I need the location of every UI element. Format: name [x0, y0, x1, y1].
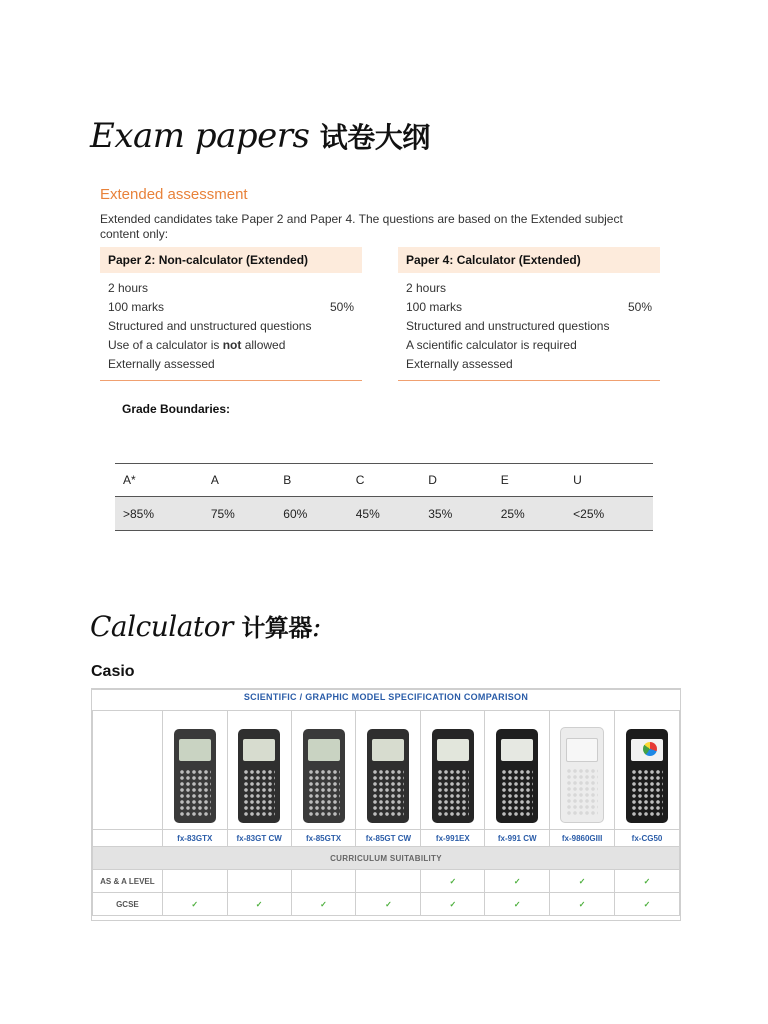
suitability-tick: ✓ [615, 893, 680, 916]
heading-cjk: 试卷大纲 [319, 121, 430, 154]
grade-value: 45% [348, 497, 420, 531]
suitability-tick: ✓ [485, 893, 550, 916]
casio-brand-label: Casio [91, 663, 135, 680]
model-name: fx-991 CW [485, 830, 550, 847]
suitability-tick: ✓ [421, 870, 485, 893]
grade-label: U [565, 464, 653, 497]
calculator-image [496, 729, 538, 823]
model-name: fx-85GTX [291, 830, 356, 847]
suitability-tick: ✓ [162, 893, 227, 916]
section-title: CURRICULUM SUITABILITY [93, 847, 680, 870]
heading-cjk: 计算器 [241, 614, 312, 642]
paper-questions: Structured and unstructured questions [108, 319, 312, 333]
suitability-tick: ✓ [421, 893, 485, 916]
grade-value-row [115, 497, 653, 531]
calculator-heading [90, 608, 321, 643]
grade-label: A* [115, 464, 203, 497]
comparison-title: SCIENTIFIC / GRAPHIC MODEL SPECIFICATION COMPARISON [243, 692, 529, 702]
heading-suffix: : [311, 610, 321, 643]
paper-4-box [398, 247, 660, 381]
paper-assessment: Externally assessed [406, 357, 513, 371]
suitability-tick [227, 870, 291, 893]
suitability-tick: ✓ [291, 893, 356, 916]
paper-questions: Structured and unstructured questions [406, 319, 610, 333]
suitability-tick: ✓ [550, 893, 615, 916]
paper-title: Paper 4: Calculator (Extended) [398, 247, 660, 273]
suitability-tick [291, 870, 356, 893]
suitability-tick: ✓ [615, 870, 680, 893]
grade-label: C [348, 464, 420, 497]
grade-value: <25% [565, 497, 653, 531]
suitability-tick: ✓ [227, 893, 291, 916]
grade-value: 60% [275, 497, 347, 531]
model-name: fx-85GT CW [356, 830, 421, 847]
heading-latin: Calculator [90, 610, 233, 643]
paper-assessment: Externally assessed [108, 357, 215, 371]
calculator-image [238, 729, 280, 823]
model-name: fx-991EX [421, 830, 485, 847]
grade-label: A [203, 464, 275, 497]
suitability-tick: ✓ [485, 870, 550, 893]
level-label: GCSE [93, 893, 163, 916]
model-name: fx-9860GIII [550, 830, 615, 847]
paper-duration: 2 hours [108, 281, 149, 295]
grade-value: >85% [115, 497, 203, 531]
level-label: AS & A LEVEL [93, 870, 163, 893]
extended-assessment-description: Extended candidates take Paper 2 and Paper 4. The questions are based on the Extended subject content only: [100, 212, 623, 241]
suitability-tick [162, 870, 227, 893]
section-row [93, 847, 680, 870]
grade-label-row [115, 464, 653, 497]
calculator-image [626, 729, 668, 823]
grade-label: D [420, 464, 492, 497]
paper-calculator-rule: A scientific calculator is required [406, 338, 577, 352]
heading-latin: Exam papers [90, 116, 310, 156]
grade-label: E [493, 464, 565, 497]
exam-papers-heading [90, 116, 430, 156]
calculator-image [432, 729, 474, 823]
model-name: fx-CG50 [615, 830, 680, 847]
grade-value: 75% [203, 497, 275, 531]
paper-calculator-rule: Use of a calculator is not allowed [108, 338, 286, 352]
grade-value: 35% [420, 497, 492, 531]
level-row [93, 870, 680, 893]
model-name: fx-83GTX [162, 830, 227, 847]
suitability-tick [356, 870, 421, 893]
grade-value: 25% [493, 497, 565, 531]
casio-comparison-table [91, 688, 681, 921]
paper-marks: 100 marks [108, 300, 165, 314]
level-row [93, 893, 680, 916]
paper-2-box [100, 247, 362, 381]
model-name-row [93, 830, 680, 847]
comparison-grid [92, 710, 680, 916]
calculator-image [560, 727, 604, 823]
calculator-image [174, 729, 216, 823]
grade-boundaries-title: Grade Boundaries: [122, 402, 231, 416]
model-name: fx-83GT CW [227, 830, 291, 847]
extended-assessment-title: Extended assessment [100, 186, 248, 203]
grade-boundaries-table [115, 463, 653, 531]
paper-weight: 50% [329, 300, 354, 314]
grade-label: B [275, 464, 347, 497]
paper-weight: 50% [627, 300, 652, 314]
calculator-image [367, 729, 409, 823]
suitability-tick: ✓ [550, 870, 615, 893]
calculator-image [303, 729, 345, 823]
suitability-tick: ✓ [356, 893, 421, 916]
paper-duration: 2 hours [406, 281, 447, 295]
paper-title: Paper 2: Non-calculator (Extended) [100, 247, 362, 273]
model-image-row [93, 711, 680, 830]
paper-marks: 100 marks [406, 300, 463, 314]
